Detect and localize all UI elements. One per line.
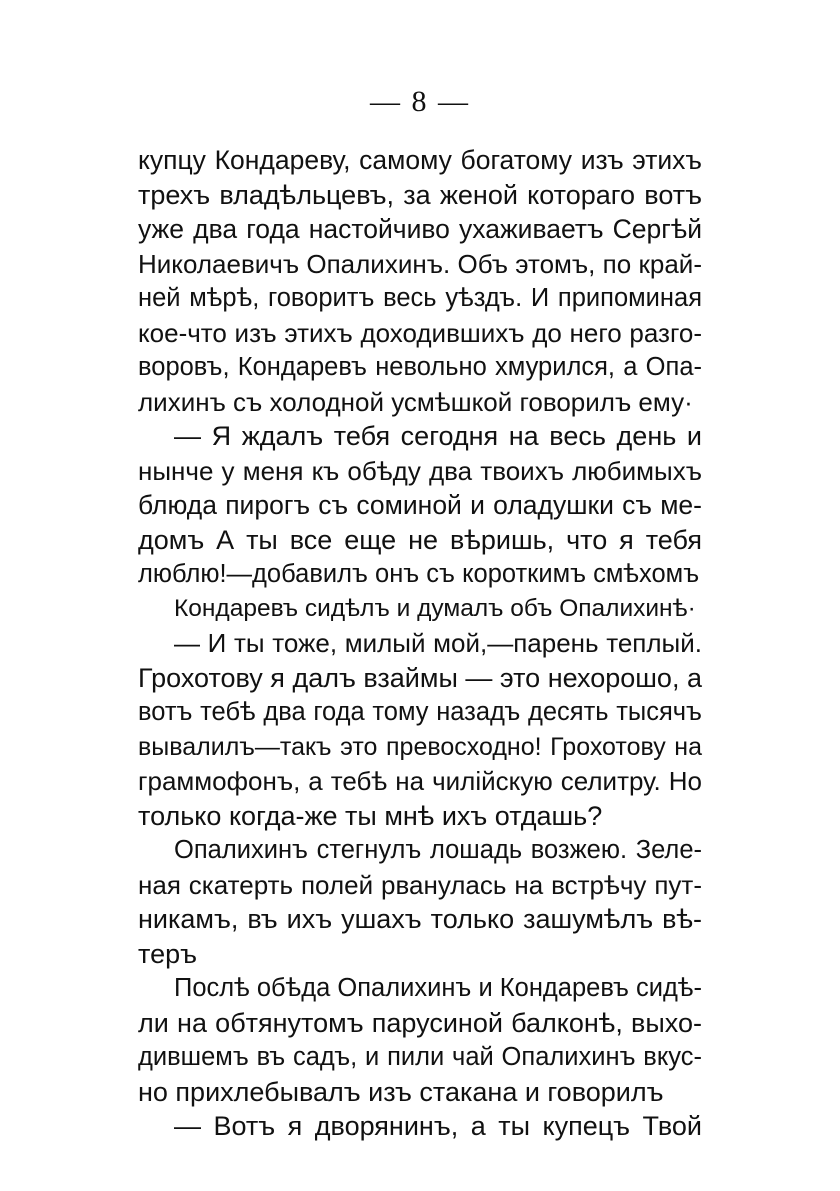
text-line: домъ А ты все еще не вѣришь, что я тебя <box>138 524 702 555</box>
text-line: ней мѣрѣ, говоритъ весь уѣздъ. И припоминая <box>138 284 702 312</box>
paragraph-2 <box>138 419 702 592</box>
text-line: Грохотову я далъ взаймы — это нехорошо, а <box>138 662 702 693</box>
text-line: ная скатерть полей рванулась на встрѣчу пут- <box>138 869 702 900</box>
text-line: вотъ тебѣ два года тому назадъ десять тысячъ <box>138 698 702 726</box>
text-line: ли на обтянутомъ парусиной балконѣ, выхо- <box>138 1007 702 1038</box>
paragraph-1 <box>138 143 702 419</box>
page-body <box>138 143 702 1144</box>
text-line: вывалилъ—такъ это превосходно! Грохотову на <box>138 732 702 761</box>
text-line: только когда-же ты мнѣ ихъ отдашь? <box>138 800 603 831</box>
text-line: — Вотъ я дворянинъ, а ты купецъ Твой <box>174 1111 702 1141</box>
text-line: блюда пирогъ съ соминой и оладушки съ ме- <box>138 490 702 520</box>
text-line: теръ <box>138 938 197 969</box>
text-line: нынче у меня къ обѣду два твоихъ любимыхъ <box>138 455 702 486</box>
text-line: купцу Кондареву, самому богатому изъ этихъ <box>138 145 702 175</box>
text-line: Кондаревъ сидѣлъ и думалъ объ Опалихинѣ· <box>174 594 696 622</box>
text-line: никамъ, въ ихъ ушахъ только зашумѣлъ вѣ- <box>138 904 702 934</box>
paragraph-4 <box>138 626 702 833</box>
page-number: — 8 — <box>370 85 470 118</box>
paragraph-3 <box>138 592 702 627</box>
text-line: трехъ владѣльцевъ, за женой котораго вотъ <box>138 179 702 210</box>
paragraph-6 <box>138 971 702 1109</box>
text-line: — И ты тоже, милый мой,—парень теплый. <box>174 628 702 658</box>
text-line: Опалихинъ стегнулъ лошадь возжею. Зеле- <box>174 836 702 864</box>
paragraph-7 <box>138 1109 702 1144</box>
text-line: лихинъ съ холодной усмѣшкой говорилъ ему· <box>138 386 693 417</box>
text-line: граммофонъ, а тебѣ на чилійскую селитру. Но <box>138 766 702 796</box>
text-line: Послѣ обѣда Опалихинъ и Кондаревъ сидѣ- <box>174 974 703 1002</box>
text-line: кое-что изъ этихъ доходившихъ до него разго- <box>138 317 702 348</box>
text-line: люблю!—добавилъ онъ съ короткимъ смѣхомъ <box>138 560 700 588</box>
text-line: — Я ждалъ тебя сегодня на весь день и <box>174 421 702 451</box>
text-line: Николаевичъ Опалихинъ. Объ этомъ, по край- <box>138 248 702 279</box>
text-line: дившемъ въ садъ, и пили чай Опалихинъ вкус- <box>138 1043 702 1071</box>
text-line: но прихлебывалъ изъ стакана и говорилъ <box>138 1076 664 1107</box>
paragraph-5 <box>138 833 702 971</box>
text-line: уже два года настойчиво ухаживаетъ Сергѣй <box>138 214 702 244</box>
text-line: воровъ, Кондаревъ невольно хмурился, а Опа- <box>138 353 702 381</box>
